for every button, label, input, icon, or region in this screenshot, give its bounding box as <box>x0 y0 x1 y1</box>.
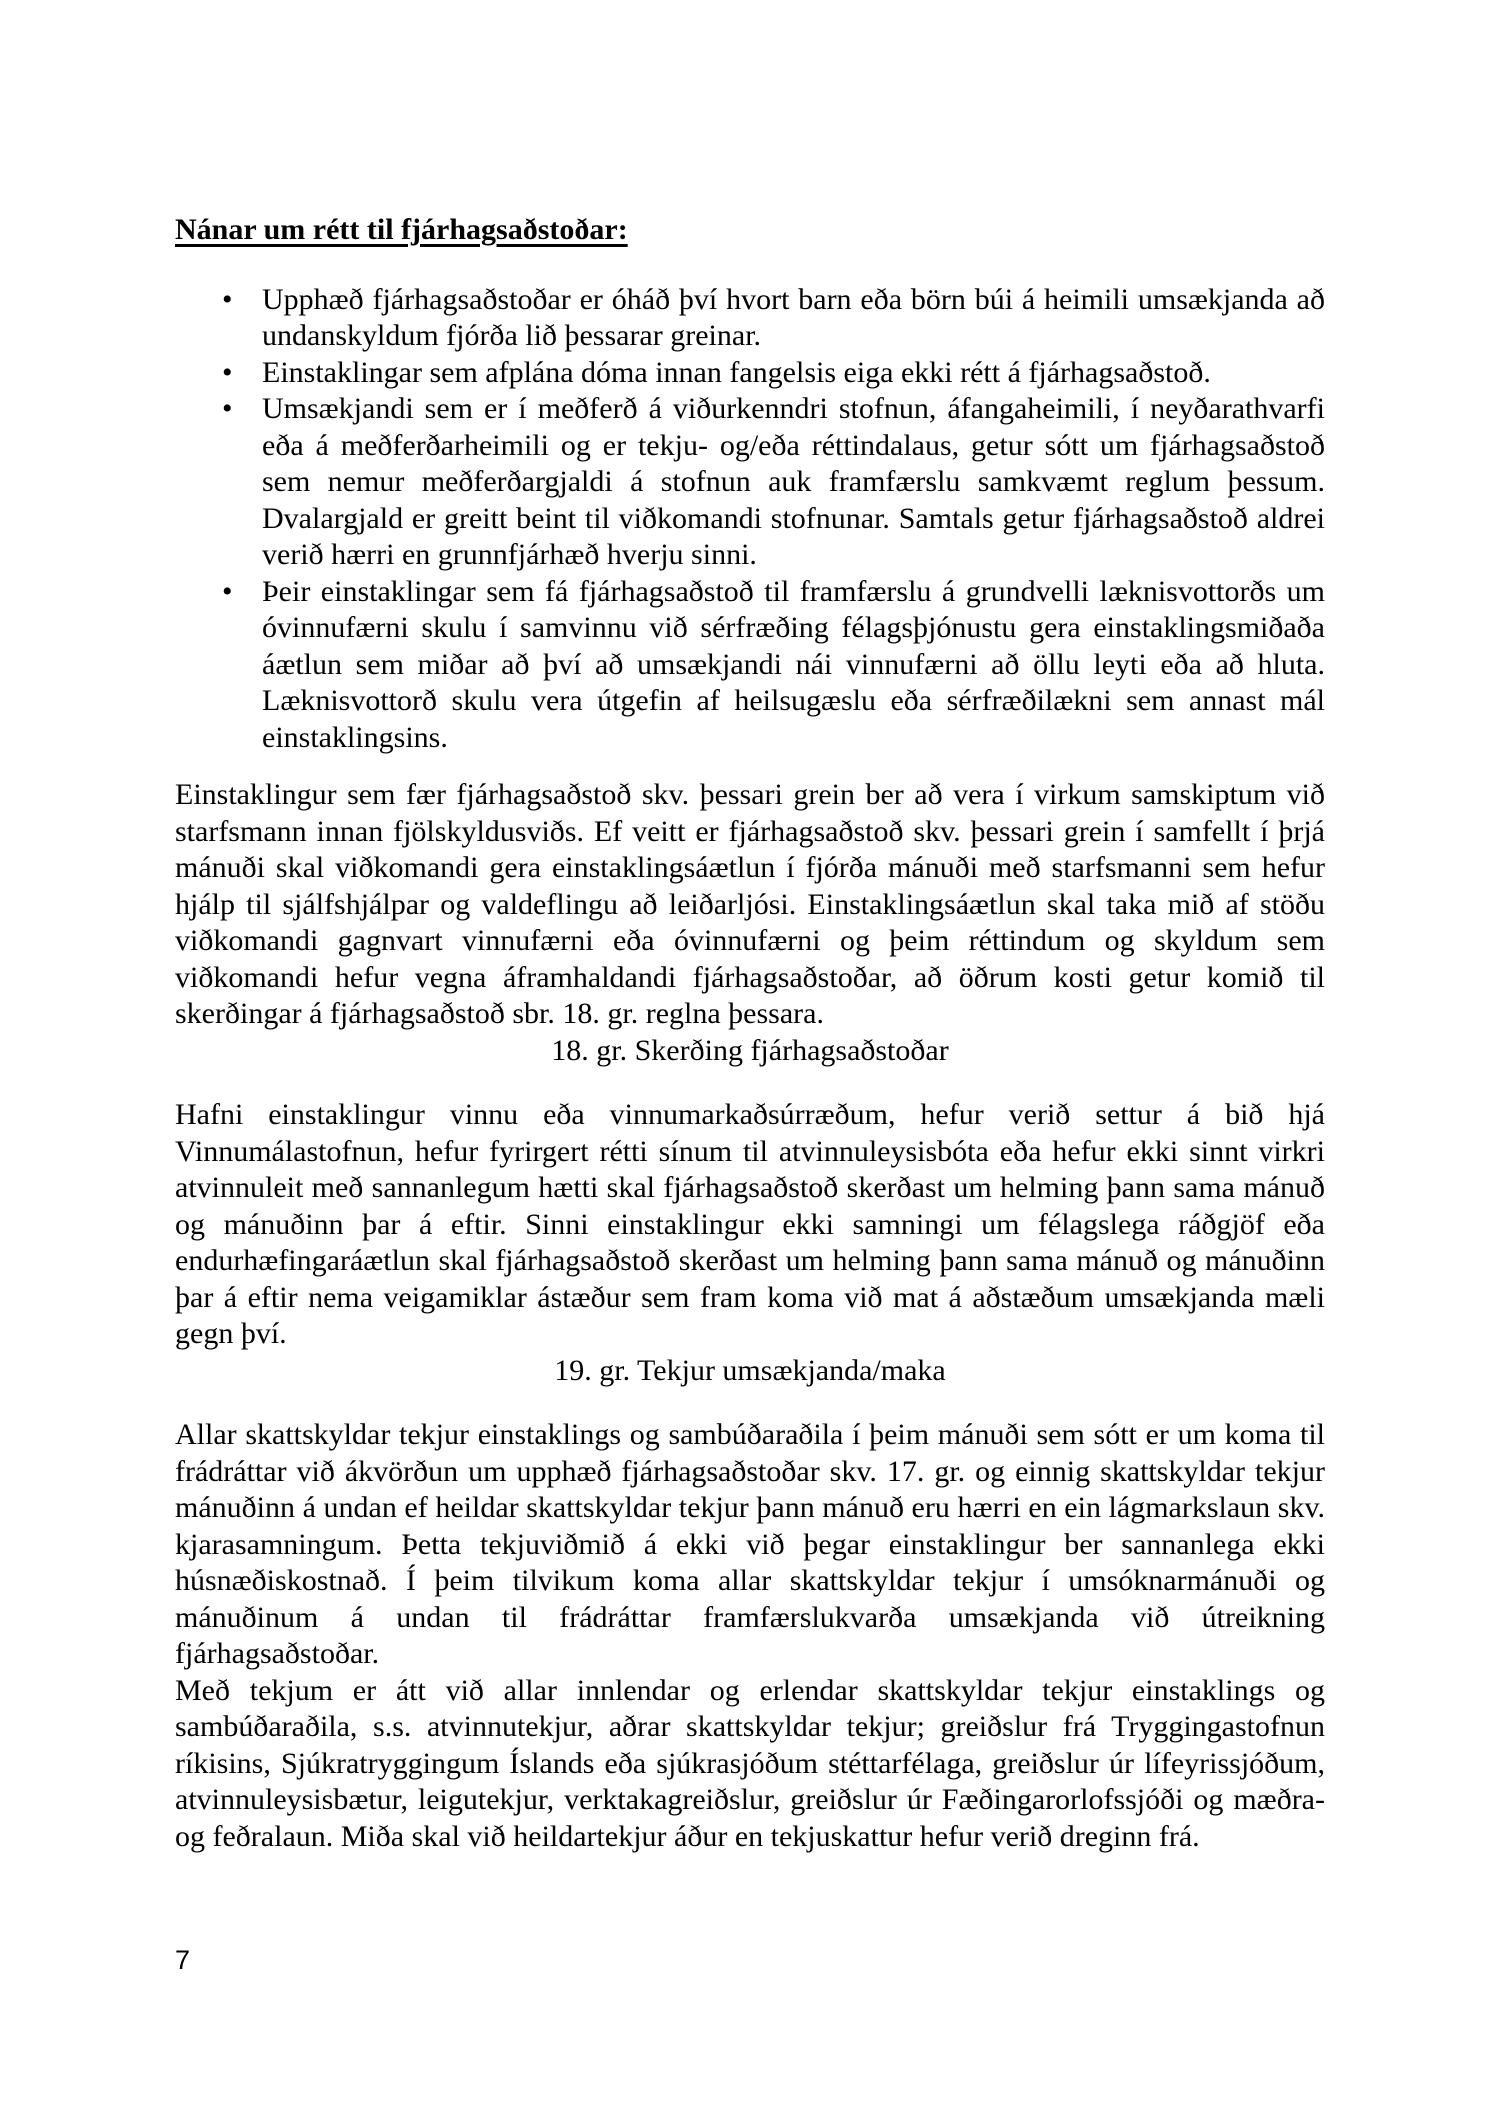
section-19-body-income-deduction: Allar skattskyldar tekjur einstaklings og sambúðaraðila í þeim mánuði sem sótt er um koma til frádráttar við ákvörðun um upphæð fjárhagsaðstoðar skv. 17. gr. og einnig skattskyldar tekjur mánuðinn á undan ef heildar skattskyldar tekjur þann mánuð eru hærri en ein lágmarkslaun skv. kjarasamningum. Þetta tekjuviðmið á ekki við þegar einstaklingur ber sannanlega ekki húsnæðiskostnað. Í þeim tilvikum koma allar skattskyldar tekjur í umsóknarmánuði og mánuðinum á undan til frádráttar framfærslukvarða umsækjanda við útreikning fjárhagsaðstoðar. <box>175 1418 1325 1670</box>
section-19-body-income-definition: Með tekjum er átt við allar innlendar og erlendar skattskyldar tekjur einstaklings og sambúðaraðila, s.s. atvinnutekjur, aðrar skattskyldar tekjur; greiðslur frá Tryggingastofnun ríkisins, Sjúkratryggingum Íslands eða sjúkrasjóðum stéttarfélaga, greiðslur úr lífeyrissjóðum, atvinnuleysisbætur, leigutekjur, verktakagreiðslur, greiðslur úr Fæðingarorlofssjóði og mæðra- og feðralaun. Miða skal við heildartekjur áður en tekjuskattur hefur verið dreginn frá. <box>175 1673 1325 1853</box>
bullet-item-child-allowance: • Upphæð fjárhagsaðstoðar er óháð því hvort barn eða börn búi á heimili umsækjanda að undanskyldum fjórða lið þessarar greinar. <box>175 282 1325 355</box>
page-title: Nánar um rétt til fjárhagsaðstoðar: <box>175 213 628 246</box>
bullet-item-treatment-institution: • Umsækjandi sem er í meðferð á viðurkenndri stofnun, áfangaheimili, í neyðarathvarfi eða á meðferðarheimili og er tekju- og/eða réttindalaus, getur sótt um fjárhagsaðstoð sem nemur meðferðargjaldi á stofnun auk framfærslu samkvæmt reglum þessum. Dvalargjald er greitt beint til viðkomandi stofnunar. Samtals getur fjárhagsaðstoð aldrei verið hærri en grunnfjárhæð hverju sinni. <box>175 391 1325 574</box>
paragraph-active-communication: Einstaklingur sem fær fjárhagsaðstoð skv. þessari grein ber að vera í virkum samskiptum við starfsmann innan fjölskyldusviðs. Ef veitt er fjárhagsaðstoð skv. þessari grein í samfellt í þrjá mánuði skal viðkomandi gera einstaklingsáætlun í fjórða mánuði með starfsmanni sem hefur hjálp til sjálfshjálpar og valdeflingu að leiðarljósi. Einstaklingsáætlun skal taka mið af stöðu viðkomandi gagnvart vinnufærni eða óvinnufærni og þeim réttindum og skyldum sem viðkomandi hefur vegna áframhaldandi fjárhagsaðstoðar, að öðrum kosti getur komið til skerðingar á fjárhagsaðstoð sbr. 18. gr. reglna þessara. <box>175 778 1325 1030</box>
bullet-list <box>175 282 1325 757</box>
bullet-item-prison: • Einstaklingar sem afplána dóma innan fangelsis eiga ekki rétt á fjárhagsaðstoð. <box>175 355 1325 392</box>
bullet-item-medical-certificate: • Þeir einstaklingar sem fá fjárhagsaðstoð til framfærslu á grundvelli læknisvottorðs um óvinnufærni skulu í samvinnu við sérfræðing félagsþjónustu gera einstaklingsmiðaða áætlun sem miðar að því að umsækjandi nái vinnufærni að öllu leyti eða að hluta. Læknisvottorð skulu vera útgefin af heilsugæslu eða sérfræðilækni sem annast mál einstaklingsins. <box>175 574 1325 757</box>
document-content <box>175 212 1325 1855</box>
section-18-heading: 18. gr. Skerðing fjárhagsaðstoðar <box>551 1033 949 1067</box>
section-19-heading: 19. gr. Tekjur umsækjanda/maka <box>554 1353 946 1387</box>
page-number: 7 <box>175 1945 191 1975</box>
section-18-body: Hafni einstaklingur vinnu eða vinnumarkaðsúrræðum, hefur verið settur á bið hjá Vinnumálastofnun, hefur fyrirgert rétti sínum til atvinnuleysisbóta eða hefur ekki sinnt virkri atvinnuleit með sannanlegum hætti skal fjárhagsaðstoð skerðast um helming þann sama mánuð og mánuðinn þar á eftir. Sinni einstaklingur ekki samningi um félagslega ráðgjöf eða endurhæfingaráætlun skal fjárhagsaðstoð skerðast um helming þann sama mánuð og mánuðinn þar á eftir nema veigamiklar ástæður sem fram koma við mat á aðstæðum umsækjanda mæli gegn því. <box>175 1098 1325 1350</box>
